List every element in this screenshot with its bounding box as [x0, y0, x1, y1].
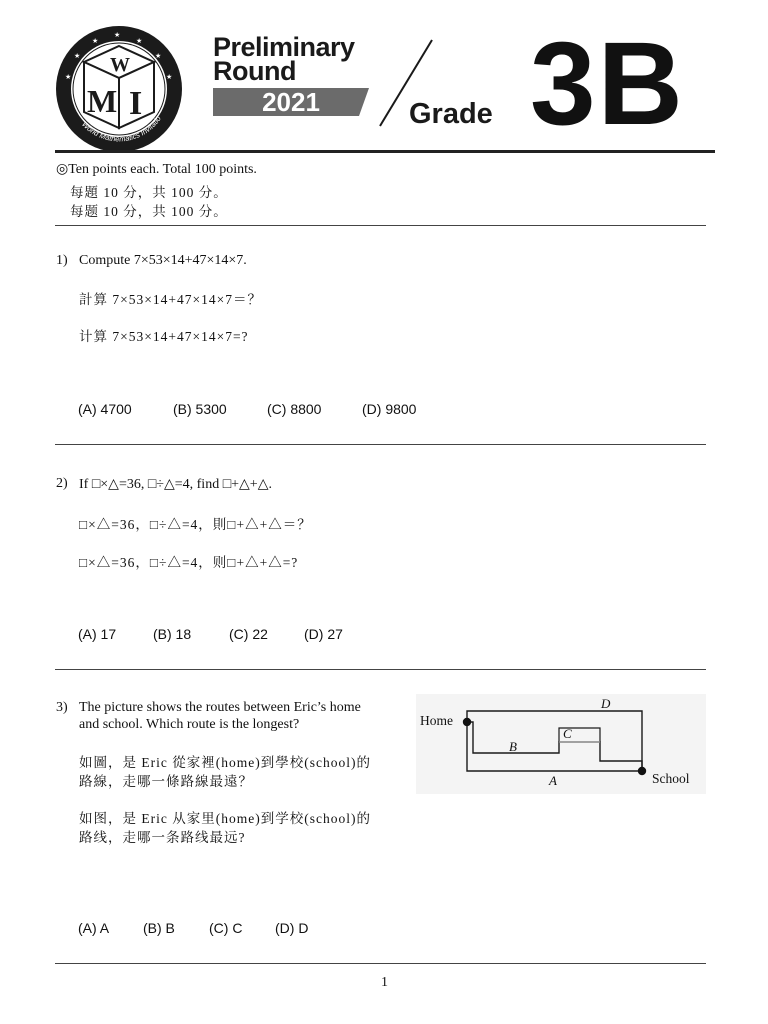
- question-1-text-zh-simp: 计算 7×53×14+47×14×7=?: [79, 329, 249, 344]
- question-3-number: 3): [56, 700, 68, 715]
- question-3-text-zh-trad-line-2: 路線，走哪一條路線最遠？: [79, 774, 253, 789]
- page-number: 1: [381, 975, 388, 990]
- school-label: School: [652, 771, 690, 786]
- question-1-option-a[interactable]: (A) 4700: [78, 401, 132, 417]
- svg-text:★: ★: [65, 73, 72, 81]
- question-2-text-en: If □×△=36, □÷△=4, find □+△+△.: [79, 477, 272, 492]
- section-divider: [55, 963, 706, 964]
- home-label: Home: [420, 713, 453, 728]
- question-3-option-b[interactable]: (B) B: [143, 920, 175, 936]
- svg-text:★: ★: [92, 37, 99, 45]
- title-line-1: Preliminary: [213, 32, 355, 62]
- instructions-zh-simp: 每题 10 分，共 100 分。: [70, 204, 228, 219]
- title-line-2: Round: [213, 56, 296, 86]
- question-2-option-c[interactable]: (C) 22: [229, 626, 268, 642]
- route-label-b: B: [509, 739, 517, 754]
- route-label-d: D: [601, 696, 611, 711]
- header-divider: [55, 150, 715, 153]
- svg-text:★: ★: [136, 37, 143, 45]
- route-figure: [416, 694, 706, 794]
- svg-text:★: ★: [114, 31, 121, 39]
- svg-text:★: ★: [166, 73, 173, 81]
- year-text: 2021: [262, 87, 320, 117]
- route-map-diagram: [416, 694, 706, 794]
- logo-letter-m: M: [87, 83, 118, 119]
- school-point: [638, 767, 646, 775]
- wmi-logo: [54, 24, 184, 154]
- question-2-text-zh-trad: □×△=36，□÷△=4，則□+△+△＝？: [79, 517, 312, 532]
- section-divider: [55, 225, 706, 226]
- home-point: [463, 718, 471, 726]
- section-divider: [55, 669, 706, 670]
- question-2-option-b[interactable]: (B) 18: [153, 626, 192, 642]
- logo-ring-text: World Mathematics Invitatio: [80, 114, 163, 144]
- question-1-text-en: Compute 7×53×14+47×14×7.: [79, 253, 247, 268]
- question-1-option-b[interactable]: (B) 5300: [173, 401, 227, 417]
- question-3-option-c[interactable]: (C) C: [209, 920, 243, 936]
- question-3-option-a[interactable]: (A) A: [78, 920, 110, 936]
- question-2-text-zh-simp: □×△=36，□÷△=4，则□+△+△=?: [79, 555, 299, 570]
- year-band: [213, 88, 369, 116]
- logo-letter-i: I: [129, 85, 143, 122]
- wmi-logo-emblem-icon: [54, 24, 184, 154]
- section-divider: [55, 444, 706, 445]
- svg-text:★: ★: [155, 52, 162, 60]
- question-1-text-zh-trad: 計算 7×53×14+47×14×7＝？: [79, 292, 262, 307]
- instructions-en: ◎Ten points each. Total 100 points.: [56, 162, 257, 177]
- logo-letter-w: W: [110, 54, 130, 76]
- grade-label: Grade: [409, 98, 493, 130]
- route-label-c: C: [563, 726, 572, 741]
- grade-value: 3B: [530, 18, 685, 150]
- question-3-text-zh-simp-line-1: 如图，是 Eric 从家里(home)到学校(school)的: [79, 811, 371, 826]
- question-2-option-a[interactable]: (A) 17: [78, 626, 117, 642]
- route-label-a: A: [549, 773, 557, 788]
- question-3-text-zh-trad-line-1: 如圖，是 Eric 從家裡(home)到學校(school)的: [79, 755, 371, 770]
- svg-text:★: ★: [74, 52, 81, 60]
- instructions-zh-trad: 每題 10 分，共 100 分。: [70, 185, 228, 200]
- question-3-text-en-line-1: The picture shows the routes between Eric’s home: [79, 700, 361, 715]
- question-3-text-en-line-2: and school. Which route is the longest?: [79, 717, 300, 732]
- question-1-option-c[interactable]: (C) 8800: [267, 401, 322, 417]
- question-2-number: 2): [56, 476, 68, 491]
- question-3-text-zh-simp-line-2: 路线，走哪一条路线最远?: [79, 830, 246, 845]
- question-3-option-d[interactable]: (D) D: [275, 920, 309, 936]
- question-1-number: 1): [56, 253, 68, 268]
- question-2-option-d[interactable]: (D) 27: [304, 626, 343, 642]
- question-1-option-d[interactable]: (D) 9800: [362, 401, 417, 417]
